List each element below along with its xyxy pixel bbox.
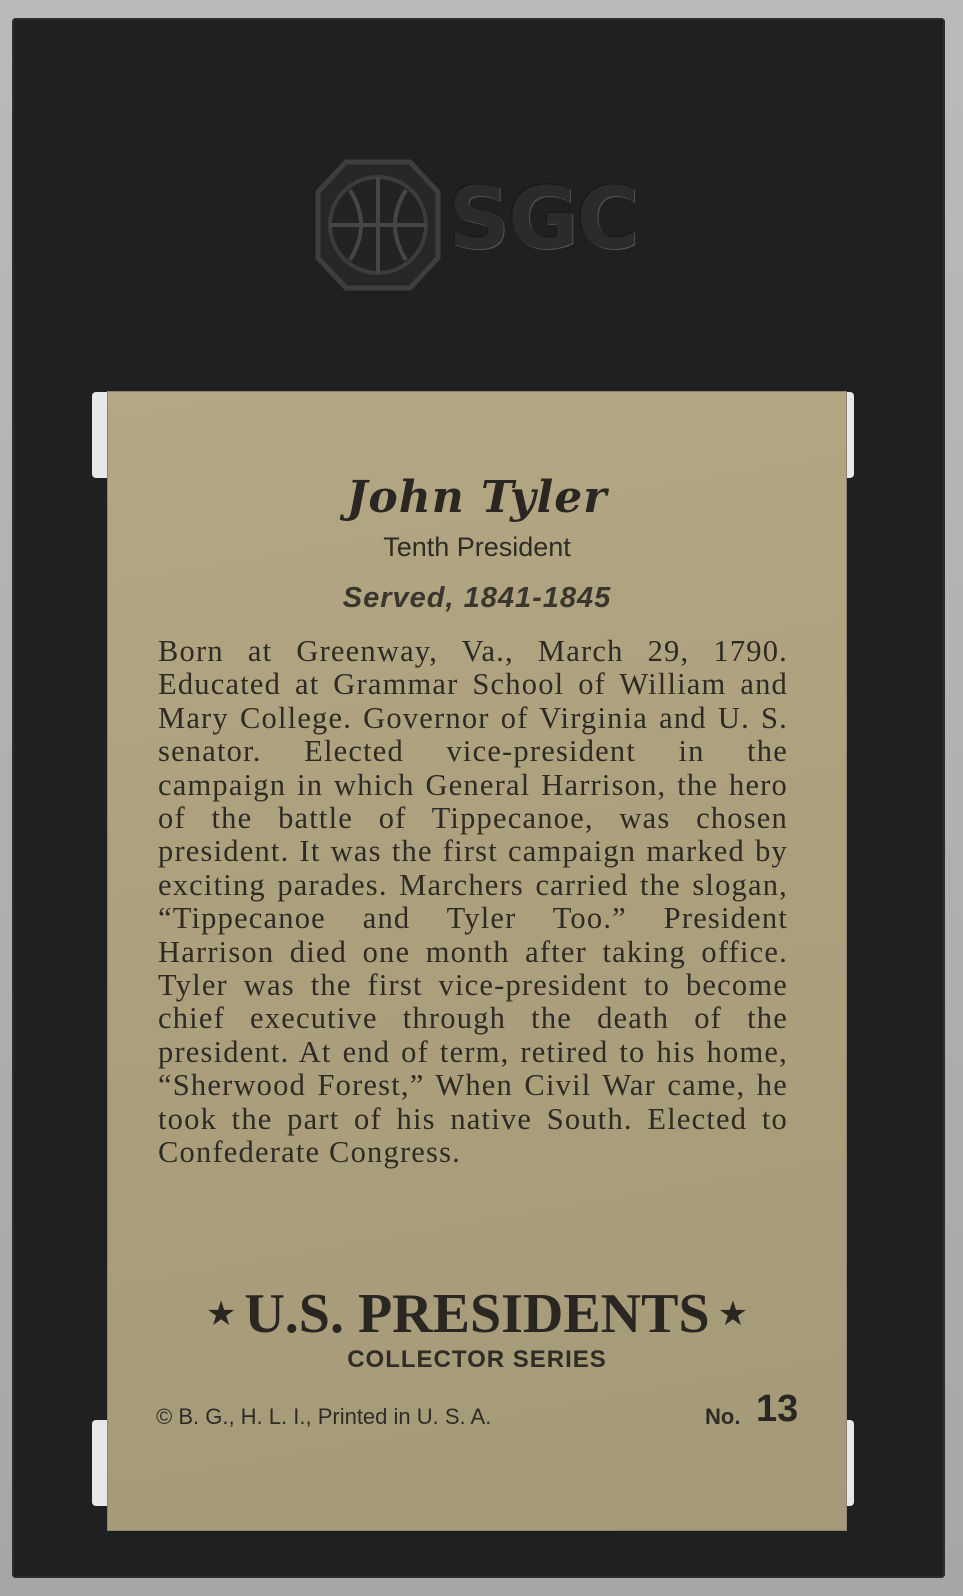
card-series-banner (108, 1282, 846, 1346)
card-series-title: U.S. PRESIDENTS (244, 1283, 710, 1345)
card-copyright: © B. G., H. L. I., Printed in U. S. A. (156, 1404, 492, 1429)
card-served-years: Served, 1841-1845 (342, 582, 612, 614)
card-biography: Born at Greenway, Va., March 29, 1790. Educated at Grammar School of William and Mary College. Governor of Virginia and U. S. senator. Elected vice-president in the campaign in which General Harrison, the hero of the battle of Tippecanoe, was chosen president. It was the first campaign marked by exciting parades. Marchers carried the slogan, “Tippecanoe and Tyler Too.” President Harrison died one month after taking office. Tyler was the first vice-president to become chief executive through the death of the president. At end of term, retired to his home, “Sherwood Forest,” When Civil War came, he took the part of his native South. Elected to Confederate Congress. (158, 634, 788, 1170)
card-number-label: No. (705, 1404, 741, 1429)
card-subseries: COLLECTOR SERIES (347, 1346, 607, 1373)
card-president-name: John Tyler (346, 472, 608, 523)
card-number: 13 (756, 1388, 799, 1430)
trading-card-back (108, 392, 846, 1530)
star-icon: ★ (205, 1294, 237, 1334)
star-icon: ★ (717, 1294, 749, 1334)
card-president-ordinal: Tenth President (383, 532, 571, 562)
sgc-logo-text: SGC (448, 169, 638, 269)
